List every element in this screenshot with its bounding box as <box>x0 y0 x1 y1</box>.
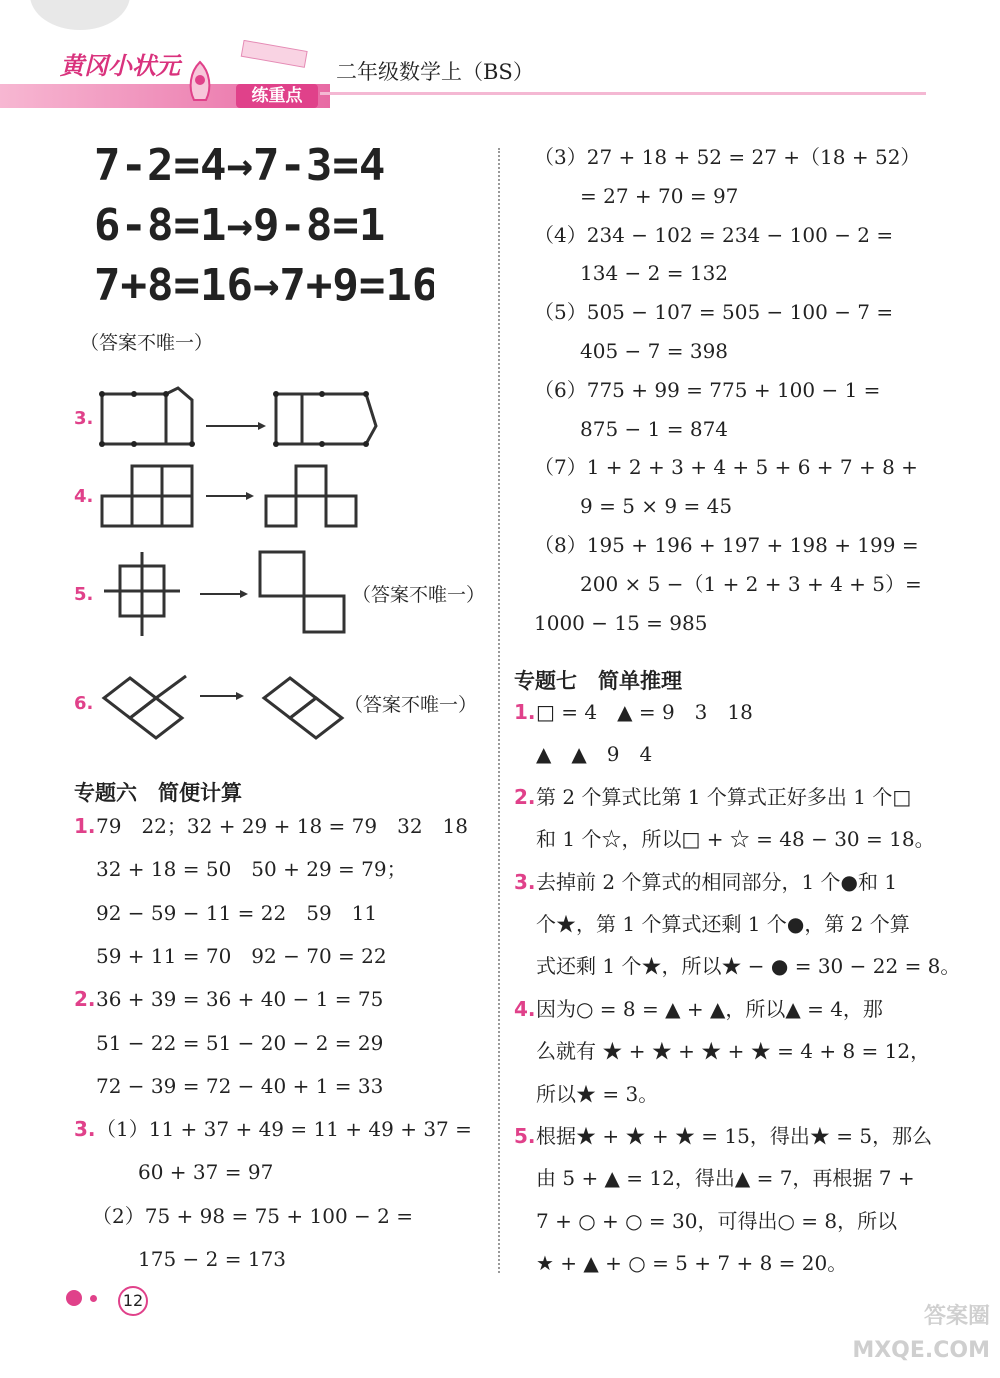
answer-text: 因为○ = 8 = ▲ + ▲，所以▲ = 4，那 <box>536 996 883 1021</box>
answer-text: = 27 + 70 = 97 <box>580 183 739 208</box>
answer-text: 79 22；32 + 29 + 18 = 79 32 18 <box>96 814 469 838</box>
svg-text:6-8=1→9-8=1: 6-8=1→9-8=1 <box>94 200 386 251</box>
footer-dot-small <box>90 1295 97 1302</box>
answer-text: ▲ ▲ 9 4 <box>536 742 653 767</box>
question-number: 4. <box>514 996 536 1021</box>
answer-text: 92 − 59 − 11 = 22 59 11 <box>96 900 378 925</box>
subbrand-badge <box>236 84 318 108</box>
answer-text: ★ + ▲ + ○ = 5 + 7 + 8 = 20。 <box>536 1251 848 1276</box>
footer-dot-large <box>66 1290 82 1306</box>
question-number: 5. <box>514 1124 536 1148</box>
answer-text: 134 − 2 = 132 <box>580 261 729 286</box>
answer-text: 72 − 39 = 72 − 40 + 1 = 33 <box>96 1073 384 1098</box>
rocket-icon <box>180 60 220 110</box>
answer-text: 所以★ = 3。 <box>536 1081 659 1106</box>
answer-text: （8）195 + 196 + 197 + 198 + 199 = <box>534 533 919 557</box>
answer-note: （答案不唯一） <box>80 332 214 354</box>
answer-text: （6）775 + 99 = 775 + 100 − 1 = <box>534 377 881 402</box>
watermark: 答案圈 MXQE.COM <box>852 1304 990 1363</box>
fig5-diagram <box>96 546 356 646</box>
fig5-note: （答案不唯一） <box>352 584 486 606</box>
ruler-icon <box>240 40 310 70</box>
question-number: 1. <box>74 814 96 838</box>
svg-text:7+8=16→7+9=16: 7+8=16→7+9=16 <box>94 260 434 310</box>
fig-label-6: 6. <box>74 693 94 714</box>
brand-name: 黄冈小状元 <box>60 52 180 80</box>
answer-text: 式还剩 1 个★，所以★ − ● = 30 − 22 = 8。 <box>536 954 961 979</box>
page-number: 12 <box>118 1286 148 1316</box>
fig-label-3: 3. <box>74 408 94 429</box>
answer-text: 么就有 ★ + ★ + ★ + ★ = 4 + 8 = 12， <box>536 1039 931 1064</box>
answer-text: 59 + 11 = 70 92 − 70 = 22 <box>96 943 387 968</box>
fig6-note: （答案不唯一） <box>344 694 478 716</box>
question-number: 2. <box>74 987 96 1012</box>
book-title: 二年级数学上（BS） <box>336 60 534 84</box>
fig-label-5: 5. <box>74 584 94 605</box>
answer-text: 7 + ○ + ○ = 30，可得出○ = 8，所以 <box>536 1208 898 1233</box>
answer-text: 1000 − 15 = 985 <box>534 610 708 635</box>
answer-text: 51 − 22 = 51 − 20 − 2 = 29 <box>96 1030 384 1055</box>
section6-title: 专题六 简便计算 <box>74 780 242 805</box>
fig4-diagram <box>96 460 366 534</box>
fig3-diagram <box>96 386 386 456</box>
answer-text: 由 5 + ▲ = 12，得出▲ = 7，再根据 7 + <box>536 1166 915 1191</box>
answer-text: 和 1 个☆，所以□ + ☆ = 48 − 30 = 18。 <box>536 827 935 852</box>
fig-label-4: 4. <box>74 486 94 507</box>
answer-text: 175 − 2 = 173 <box>138 1247 287 1271</box>
answer-text: 60 + 37 = 97 <box>138 1160 274 1185</box>
answer-text: 去掉前 2 个算式的相同部分，1 个●和 1 <box>536 869 898 894</box>
column-divider <box>498 148 500 1273</box>
section7-title: 专题七 简单推理 <box>514 668 682 693</box>
answer-text: 405 − 7 = 398 <box>580 339 729 363</box>
answer-text: （7）1 + 2 + 3 + 4 + 5 + 6 + 7 + 8 + <box>534 455 918 480</box>
answer-text: （3）27 + 18 + 52 = 27 +（18 + 52） <box>534 145 921 169</box>
header-decor-circle <box>30 0 130 30</box>
answer-text: （5）505 − 107 = 505 − 100 − 7 = <box>534 300 894 325</box>
question-number: 3. <box>514 869 536 894</box>
question-number: 2. <box>514 784 536 809</box>
subbrand-label: 练重点 <box>251 86 303 106</box>
answer-text: 第 2 个算式比第 1 个算式正好多出 1 个□ <box>536 784 912 809</box>
matchstick-figure <box>94 140 434 314</box>
answer-text: （4）234 − 102 = 234 − 100 − 2 = <box>534 222 894 247</box>
answer-text: 200 × 5 −（1 + 2 + 3 + 4 + 5）= <box>580 571 922 596</box>
question-number: 3. <box>74 1117 96 1142</box>
svg-text:7-2=4→7-3=4: 7-2=4→7-3=4 <box>94 140 386 191</box>
question-number: 1. <box>514 700 536 724</box>
answer-text: □ = 4 ▲ = 9 3 18 <box>536 700 753 724</box>
answer-text: 875 − 1 = 874 <box>580 416 729 441</box>
answer-text: 个★，第 1 个算式还剩 1 个●，第 2 个算 <box>536 912 910 936</box>
answer-text: 根据★ + ★ + ★ = 15，得出★ = 5，那么 <box>536 1124 933 1148</box>
answer-text: 9 = 5 × 9 = 45 <box>580 494 733 519</box>
fig6-diagram <box>96 656 346 752</box>
answer-text: （1）11 + 37 + 49 = 11 + 49 + 37 = <box>96 1117 472 1142</box>
answer-text: 36 + 39 = 36 + 40 − 1 = 75 <box>96 987 384 1012</box>
header-rule <box>320 92 926 95</box>
answer-text: （2）75 + 98 = 75 + 100 − 2 = <box>92 1203 413 1228</box>
answer-text: 32 + 18 = 50 50 + 29 = 79； <box>96 857 407 882</box>
